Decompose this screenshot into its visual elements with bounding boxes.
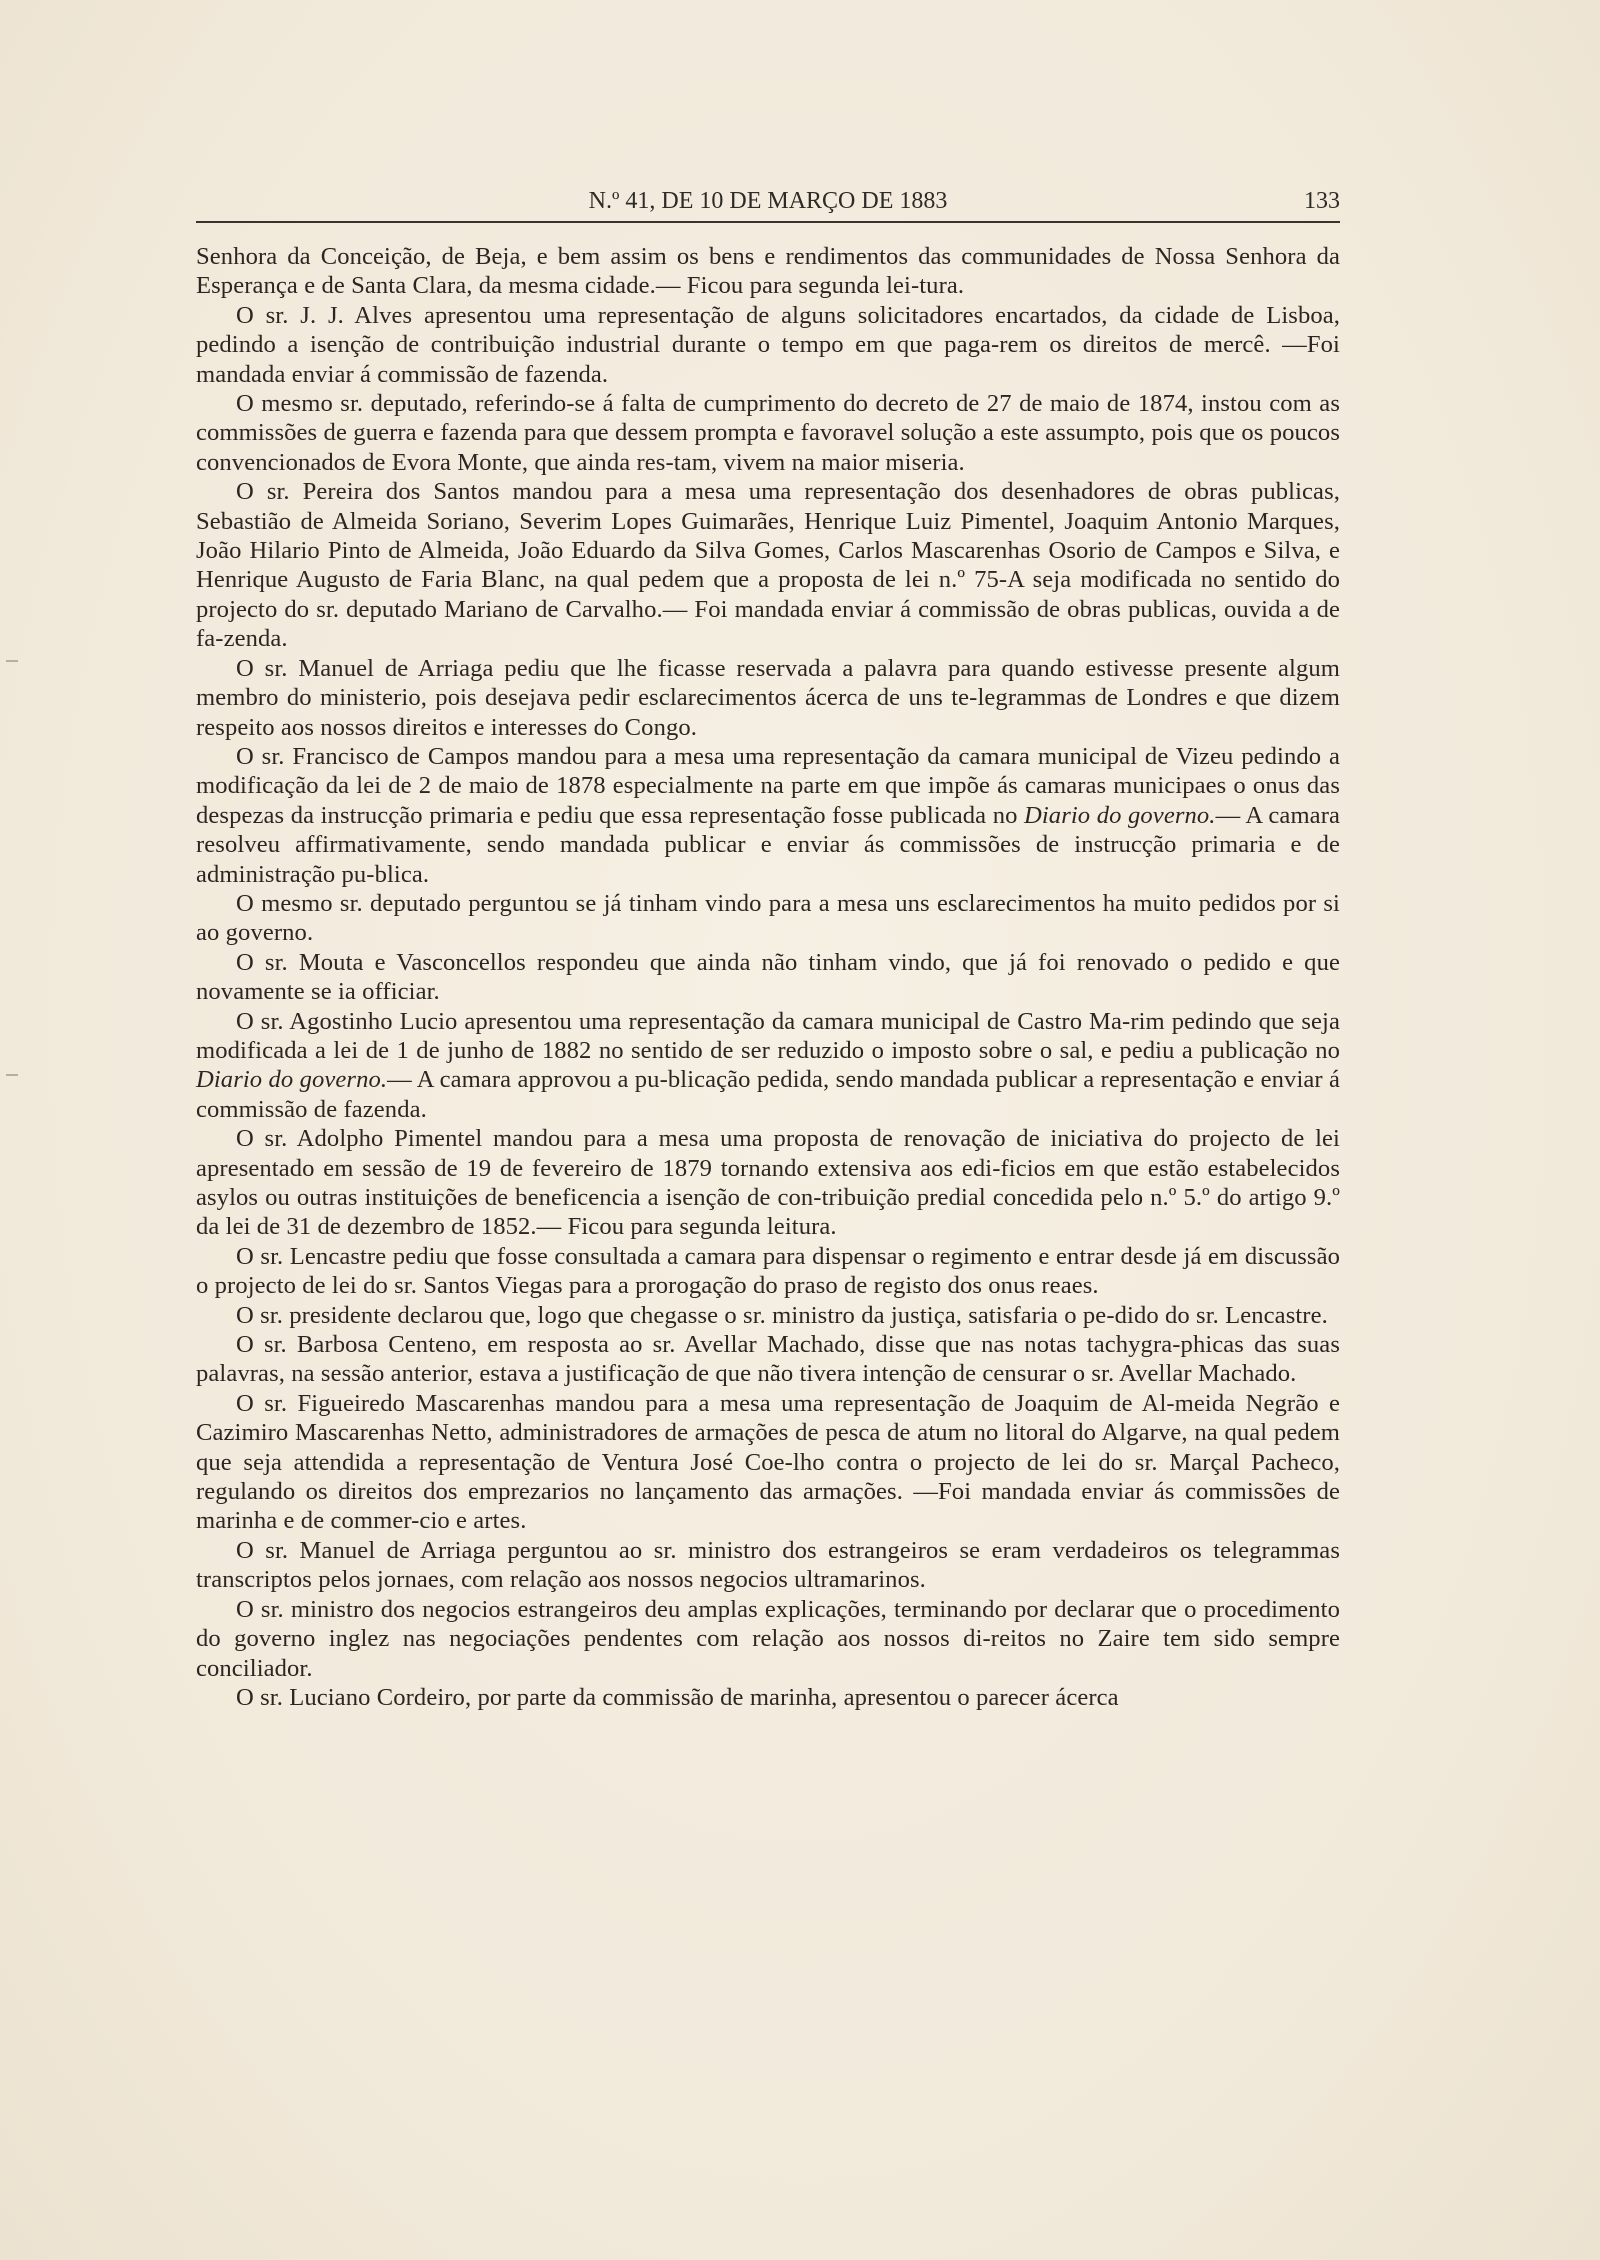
text-run: O sr. Lencastre pediu que fosse consultada a camara para dispensar o regimento e entrar desde já em discussão o projecto de lei do sr. Santos Viegas para a prorogação do praso de registo dos onus reaes.: [196, 1242, 1340, 1300]
text-run: — A camara resolveu affirmativamente, sendo mandada publicar e enviar ás commissões de instrucção primaria e de administração pu-blica.: [196, 801, 1340, 888]
text-run: O sr. presidente declarou que, logo que chegasse o sr. ministro da justiça, satisfaria o pe-dido do sr. Lencastre.: [236, 1301, 1328, 1329]
paragraph: [196, 742, 1340, 889]
text-run: O mesmo sr. deputado, referindo-se á falta de cumprimento do decreto de 27 de maio de 1874, instou com as commissões de guerra e fazenda para que dessem prompta e favoravel solução a este assumpto, pois que os poucos convencionados de Evora Monte, que ainda res-tam, vivem na maior miseria.: [196, 390, 1340, 476]
text-run: O sr. Luciano Cordeiro, por parte da commissão de marinha, apresentou o parecer ácerca: [236, 1683, 1119, 1711]
text-run: O sr. Pereira dos Santos mandou para a mesa uma representação dos desenhadores de obras publicas, Sebastião de Almeida Soriano, Severim Lopes Guimarães, Henrique Luiz Pimentel, Joaquim Antonio Marques, João Hilario Pinto de Almeida, João Eduardo da Silva Gomes, Carlos Mascarenhas Osorio de Campos e Silva, e Henrique Augusto de Faria Blanc, na qual pedem que a proposta de lei n.º 75-A seja modificada no sentido do projecto do sr. deputado Mariano de Carvalho.— Foi mandada enviar á commissão de obras publicas, ouvida a de fa-zenda.: [196, 478, 1340, 653]
paragraph: [196, 389, 1340, 477]
paragraph: [196, 1389, 1340, 1536]
paragraph: [196, 1683, 1340, 1712]
text-run: O sr. Manuel de Arriaga pediu que lhe ficasse reservada a palavra para quando estivesse presente algum membro do ministerio, pois desejava pedir esclarecimentos ácerca de uns te-legrammas de Londres e que dizem respeito aos nossos direitos e interesses do Congo.: [196, 654, 1340, 741]
text-run: O sr. Francisco de Campos mandou para a mesa uma representação da camara municipal de Vizeu pedindo a modificação da lei de 2 de maio de 1878 especialmente na parte em que impõe ás camaras municipaes o onus das despezas da instrucção primaria e pediu que essa representação fosse publicada no: [196, 742, 1340, 829]
margin-mark: [6, 1074, 18, 1076]
paragraph: [196, 477, 1340, 653]
paragraph: [196, 1301, 1340, 1330]
page-number: 133: [1304, 188, 1340, 214]
paragraph: [196, 1242, 1340, 1301]
header-rule: [196, 221, 1340, 223]
italic-text: Diario do governo.: [1024, 801, 1216, 829]
text-run: O sr. Barbosa Centeno, em resposta ao sr. Avellar Machado, disse que nas notas tachygra-phicas das suas palavras, na sessão anterior, estava a justificação de que não tivera intenção de censurar o sr. Avellar Machado.: [196, 1331, 1340, 1388]
header-title: N.º 41, DE 10 DE MARÇO DE 1883: [588, 188, 948, 214]
text-run: O sr. ministro dos negocios estrangeiros deu amplas explicações, terminando por declarar que o procedimento do governo inglez nas negociações pendentes com relação aos nossos di-reitos no Zaire tem sido sempre conciliador.: [196, 1595, 1340, 1682]
text-run: O sr. Figueiredo Mascarenhas mandou para a mesa uma representação de Joaquim de Al-meida Negrão e Cazimiro Mascarenhas Netto, administradores de armações de pesca de atum no litoral do Algarve, na qual pedem que seja attendida a representação de Ventura José Coe-lho contra o projecto de lei do sr. Marçal Pacheco, regulando os direitos dos emprezarios no lançamento das armações. —Foi mandada enviar ás commissões de marinha e de commer-cio e artes.: [196, 1389, 1340, 1535]
text-run: — A camara approvou a pu-blicação pedida, sendo mandada publicar a representação e enviar á commissão de fazenda.: [196, 1066, 1340, 1123]
text-run: O sr. Agostinho Lucio apresentou uma representação da camara municipal de Castro Ma-rim pedindo que seja modificada a lei de 1 de junho de 1882 no sentido de ser reduzido o imposto sobre o sal, e pediu a publicação no: [196, 1007, 1340, 1064]
paragraph: [196, 889, 1340, 948]
paragraph: [196, 654, 1340, 742]
paragraph: [196, 301, 1340, 389]
paragraph: [196, 242, 1340, 301]
text-run: O sr. Adolpho Pimentel mandou para a mesa uma proposta de renovação de iniciativa do projecto de lei apresentado em sessão de 19 de fevereiro de 1879 tornando extensiva aos edi-ficios em que estão estabelecidos asylos ou outras instituições de beneficencia a isenção de con-tribuição predial concedida pelo n.º 5.º do artigo 9.º da lei de 31 de dezembro de 1852.— Ficou para segunda leitura.: [196, 1125, 1340, 1241]
paragraph: [196, 1124, 1340, 1242]
paragraph: [196, 1536, 1340, 1595]
document-body: [196, 242, 1340, 1712]
paragraph: [196, 1007, 1340, 1125]
text-run: O mesmo sr. deputado perguntou se já tinham vindo para a mesa uns esclarecimentos ha muito pedidos por si ao governo.: [196, 889, 1340, 947]
text-run: Senhora da Conceição, de Beja, e bem assim os bens e rendimentos das communidades de Nossa Senhora da Esperança e de Santa Clara, da mesma cidade.— Ficou para segunda lei-tura.: [196, 243, 1340, 300]
paragraph: [196, 1595, 1340, 1683]
italic-text: Diario do governo.: [196, 1066, 388, 1094]
page-header: [196, 180, 1340, 220]
paragraph: [196, 1330, 1340, 1389]
paragraph: [196, 948, 1340, 1007]
margin-mark: [6, 660, 18, 662]
text-run: O sr. Manuel de Arriaga perguntou ao sr. ministro dos estrangeiros se eram verdadeiros os telegrammas transcriptos pelos jornaes, com relação aos nossos negocios ultramarinos.: [196, 1536, 1340, 1594]
text-run: O sr. J. J. Alves apresentou uma representação de alguns solicitadores encartados, da cidade de Lisboa, pedindo a isenção de contribuição industrial durante o tempo em que paga-rem os direitos de mercê. —Foi mandada enviar á commissão de fazenda.: [196, 301, 1340, 388]
text-run: O sr. Mouta e Vasconcellos respondeu que ainda não tinham vindo, que já foi renovado o pedido e que novamente se ia officiar.: [196, 948, 1340, 1006]
